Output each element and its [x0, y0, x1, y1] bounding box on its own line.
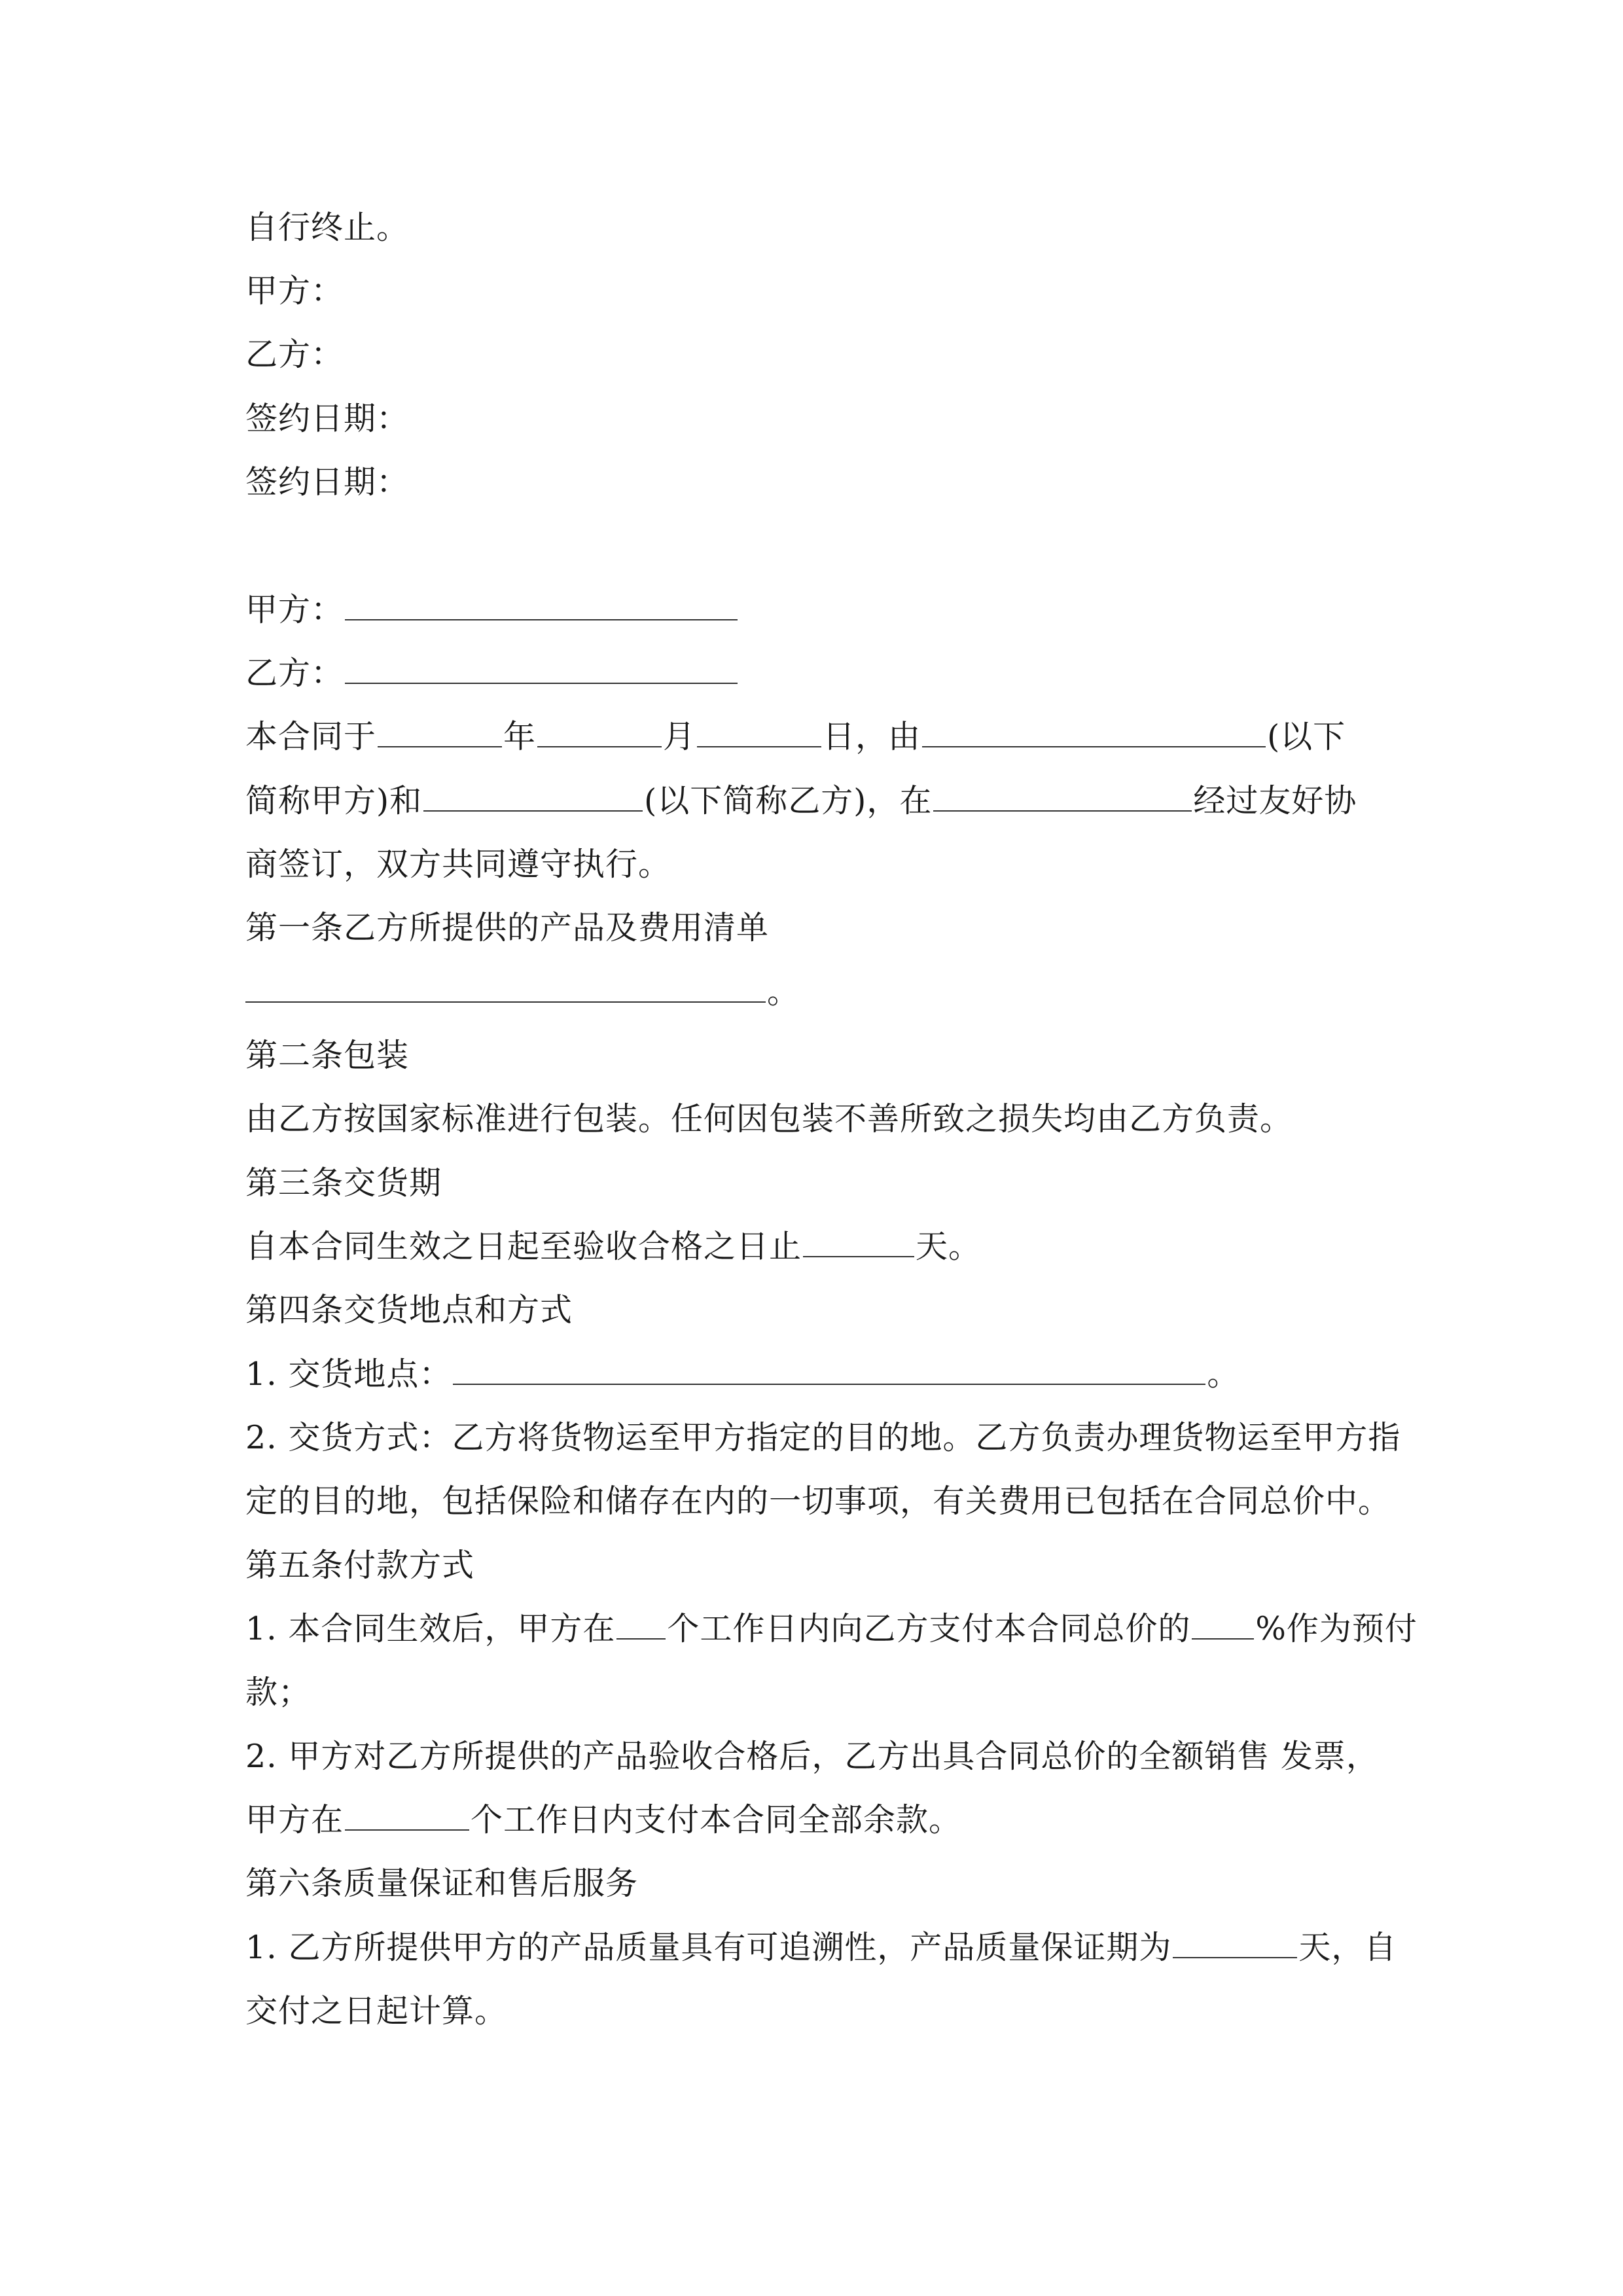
article-4-item-2-cont: 定的目的地，包括保险和储存在内的一切事项，有关费用已包括在合同总价中。 [245, 1482, 1391, 1520]
article-3-body [245, 1227, 981, 1266]
body-text: 天。 [916, 1228, 982, 1265]
intro-text: 年 [503, 718, 537, 755]
place-blank [933, 781, 1192, 812]
workdays-blank [345, 1801, 469, 1831]
intro-line-2 [245, 781, 1357, 821]
body-text: 1. 乙方所提供甲方的产品质量具有可追溯性，产品质量保证期为 [245, 1929, 1172, 1966]
article-5-item-2: 2. 甲方对乙方所提供的产品验收合格后，乙方出具合同总价的全额销售 发票， [245, 1738, 1379, 1775]
text-line: 自行终止。 [245, 209, 410, 246]
party-a-label: 甲方： [245, 591, 344, 628]
body-text: 个工作日内向乙方支付本合同总价的 [667, 1610, 1191, 1647]
days-blank [803, 1227, 914, 1257]
day-blank [697, 717, 821, 747]
party-a-label: 甲方： [245, 272, 344, 310]
body-text: 自本合同生效之日起至验收合格之日止 [245, 1228, 802, 1265]
party-a-blank [345, 590, 738, 620]
period: 。 [767, 973, 800, 1011]
party-b-label: 乙方： [245, 336, 344, 373]
body-text: 个工作日内支付本合同全部余款。 [471, 1801, 962, 1839]
article-3-title: 第三条交货期 [245, 1164, 442, 1202]
article-2-body: 由乙方按国家标准进行包装。任何因包装不善所致之损失均由乙方负责。 [245, 1100, 1293, 1138]
period: 。 [1207, 1355, 1240, 1393]
party-b-blank [345, 654, 738, 684]
intro-line-3: 商签订，双方共同遵守执行。 [245, 846, 671, 883]
sign-date-label: 签约日期： [245, 400, 410, 437]
workdays-blank [616, 1609, 666, 1640]
intro-text: (以下 [1267, 718, 1346, 755]
body-text: 1. 本合同生效后，甲方在 [245, 1610, 616, 1647]
body-text: %作为预付 [1255, 1610, 1418, 1647]
warranty-days-blank [1173, 1928, 1297, 1958]
article-1-line [245, 973, 800, 1012]
sign-date-label: 签约日期： [245, 463, 410, 501]
article-2-title: 第二条包装 [245, 1037, 410, 1074]
intro-text: 经过友好协 [1193, 782, 1357, 819]
intro-text: (以下简称乙方)，在 [644, 782, 933, 819]
article-5-item-2-cont [245, 1801, 961, 1840]
article-5-item-1-cont: 款； [245, 1674, 312, 1711]
body-text: 天，自 [1298, 1929, 1397, 1966]
party-a-name-blank [922, 717, 1266, 747]
percent-blank [1192, 1609, 1254, 1640]
intro-text: 简称甲方)和 [245, 782, 423, 819]
article-6-title: 第六条质量保证和售后服务 [245, 1865, 639, 1902]
party-b-line [245, 654, 739, 693]
delivery-place-blank [453, 1355, 1205, 1385]
article-5-item-1 [245, 1609, 1418, 1649]
party-b-label: 乙方： [245, 655, 344, 692]
year-blank [378, 717, 502, 747]
article-6-item-1-cont: 交付之日起计算。 [245, 1992, 508, 2030]
body-text: 甲方在 [245, 1801, 344, 1839]
intro-text: 月 [663, 718, 696, 755]
product-list-blank [245, 973, 766, 1003]
intro-line-1 [245, 717, 1346, 757]
body-text: 1. 交货地点： [245, 1355, 452, 1393]
article-4-title: 第四条交货地点和方式 [245, 1291, 573, 1329]
party-b-name-blank [423, 781, 643, 812]
article-5-title: 第五条付款方式 [245, 1547, 475, 1584]
article-4-item-2: 2. 交货方式：乙方将货物运至甲方指定的目的地。乙方负责办理货物运至甲方指 [245, 1419, 1401, 1456]
party-a-line [245, 590, 739, 630]
article-6-item-1 [245, 1928, 1397, 1967]
intro-text: 日，由 [823, 718, 921, 755]
month-blank [537, 717, 662, 747]
intro-text: 本合同于 [245, 718, 377, 755]
article-1-title: 第一条乙方所提供的产品及费用清单 [245, 909, 770, 946]
article-4-item-1 [245, 1355, 1240, 1394]
